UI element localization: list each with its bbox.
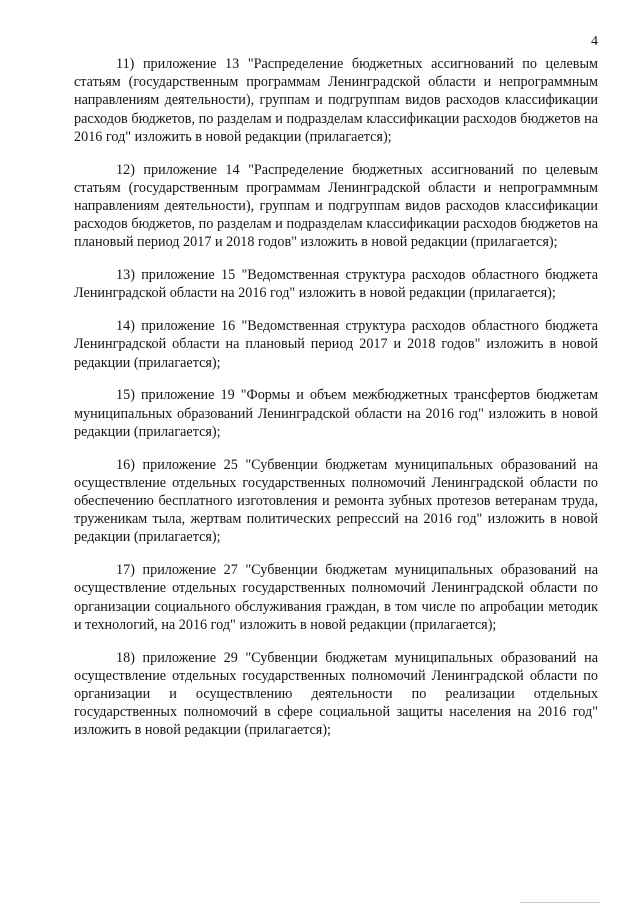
- list-item-16: 16) приложение 25 "Субвенции бюджетам муниципальных образований на осуществление отдельных государственных полномочий Ленинградской области по обеспечению бесплатного изготовления и ремонта зубных протезов ветеранам труда, труженикам тыла, жертвам политических репрессий на 2016 год" изложить в новой редакции (прилагается);: [74, 456, 598, 546]
- list-item-14: 14) приложение 16 "Ведомственная структура расходов областного бюджета Ленинградской области на плановый период 2017 и 2018 годов" изложить в новой редакции (прилагается);: [74, 318, 598, 371]
- list-item-18: 18) приложение 29 "Субвенции бюджетам муниципальных образований на осуществление отдельных государственных полномочий Ленинградской области по организации и осуществлению деятельности по реализации отдельных государственных полномочий в сфере социальной защиты населения на 2016 год" изложить в новой редакции (прилагается);: [74, 649, 598, 739]
- list-item-13: 13) приложение 15 "Ведомственная структура расходов областного бюджета Ленинградской области на 2016 год" изложить в новой редакции (прилагается);: [74, 267, 598, 302]
- document-body: [74, 55, 598, 740]
- list-item-11: 11) приложение 13 "Распределение бюджетных ассигнований по целевым статьям (государственным программам Ленинградской области и непрограммным направлениям деятельности), группам и подгруппам видов расходов классификации расходов бюджетов, по разделам и подразделам классификации расходов бюджетов на 2016 год" изложить в новой редакции (прилагается);: [74, 56, 598, 145]
- page-number: 4: [591, 34, 598, 49]
- scan-edge-mark: [520, 902, 600, 903]
- list-item-15: 15) приложение 19 "Формы и объем межбюджетных трансфертов бюджетам муниципальных образований Ленинградской области на 2016 год" изложить в новой редакции (прилагается);: [74, 387, 598, 440]
- list-item-12: 12) приложение 14 "Распределение бюджетных ассигнований по целевым статьям (государственным программам Ленинградской области и непрограммным направлениям деятельности), группам и подгруппам видов расходов классификации расходов бюджетов, по разделам и подразделам классификации расходов бюджетов на плановый период 2017 и 2018 годов" изложить в новой редакции (прилагается);: [74, 161, 598, 251]
- list-item-17: 17) приложение 27 "Субвенции бюджетам муниципальных образований на осуществление отдельных государственных полномочий Ленинградской области по организации социального обслуживания граждан, в том числе по апробации методик и технологий, на 2016 год" изложить в новой редакции (прилагается);: [74, 562, 598, 633]
